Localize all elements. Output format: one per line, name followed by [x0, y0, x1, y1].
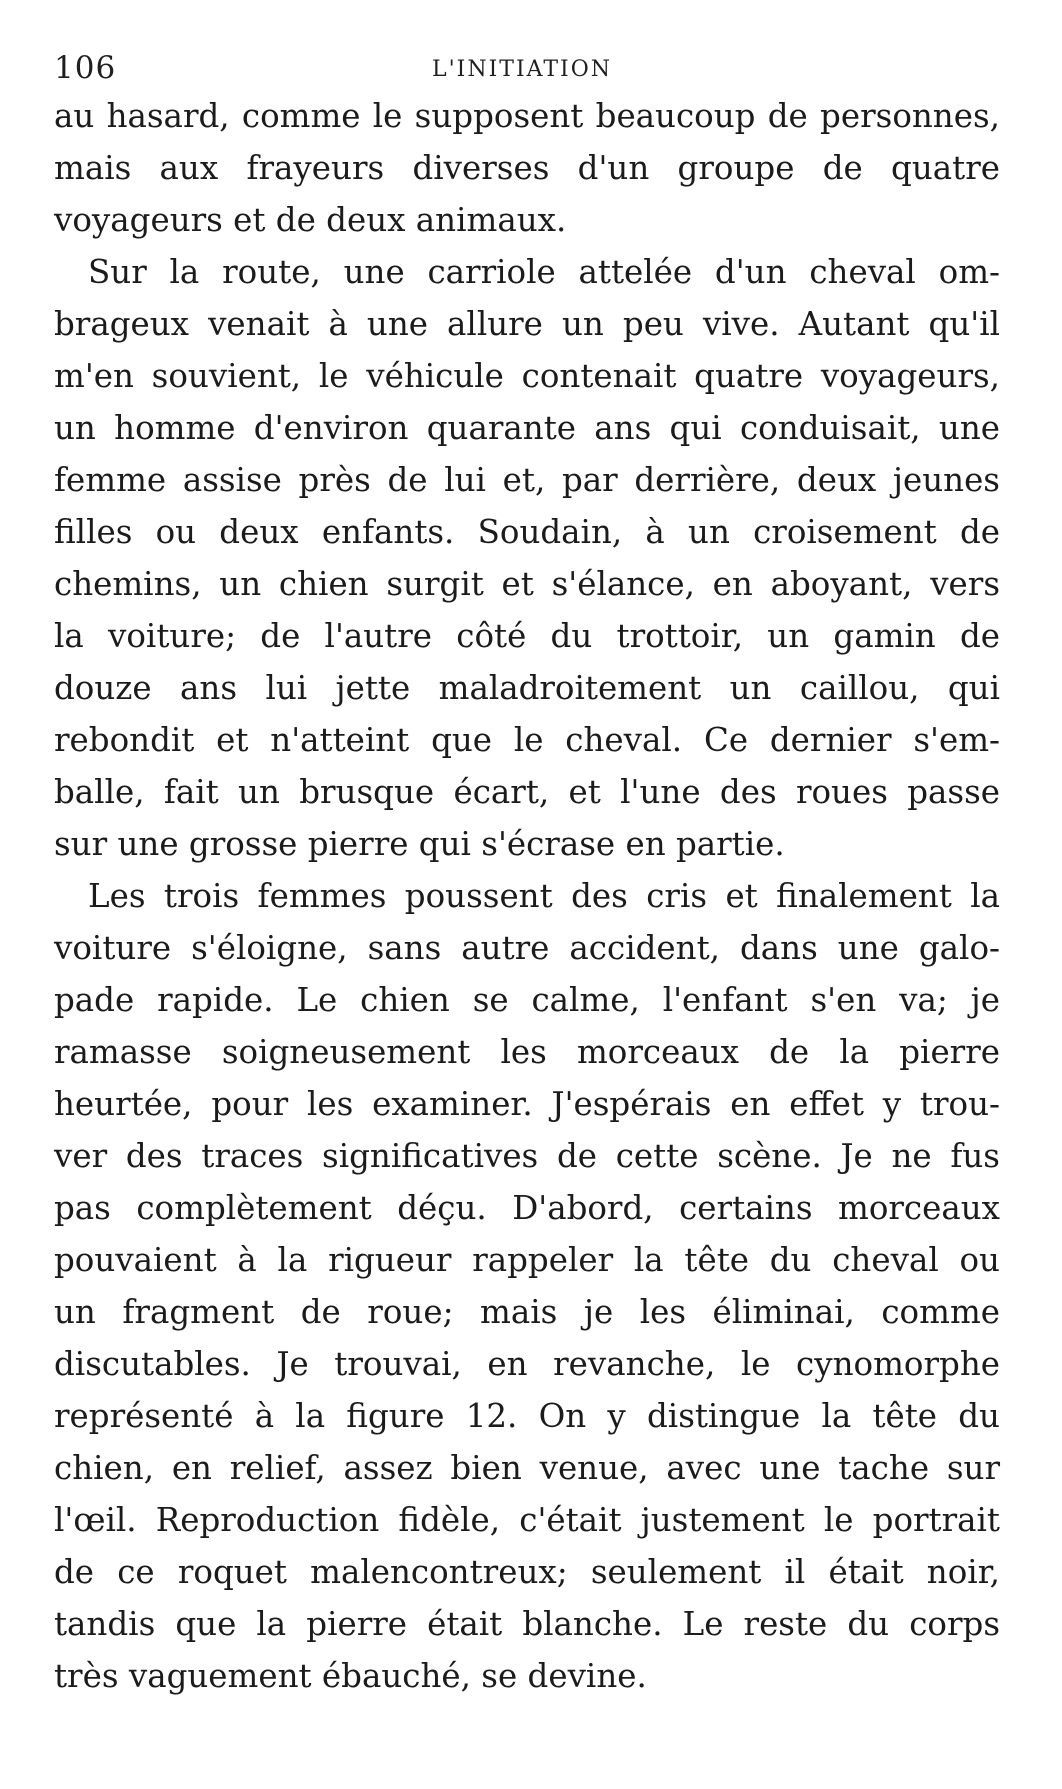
text-line: voyageurs et de deux animaux.: [54, 201, 567, 239]
text-line: un fragment de roue; mais je les éliminai, comme: [54, 1293, 1000, 1331]
text-line: représenté à la figure 12. On y distingue la tête du: [54, 1397, 1000, 1435]
text-line: pouvaient à la rigueur rappeler la tête du cheval ou: [54, 1241, 1000, 1279]
text-line: chien, en relief, assez bien venue, avec une tache sur: [54, 1449, 1000, 1487]
text-line: pade rapide. Le chien se calme, l'enfant s'en va; je: [54, 981, 1000, 1019]
text-line: rebondit et n'atteint que le cheval. Ce dernier s'em-: [54, 721, 1000, 759]
text-line: balle, fait un brusque écart, et l'une des roues passe: [54, 773, 1000, 811]
text-line: voiture s'éloigne, sans autre accident, dans une galo-: [54, 929, 1000, 967]
text-line: chemins, un chien surgit et s'élance, en aboyant, vers: [54, 565, 1000, 603]
text-line: tandis que la pierre était blanche. Le reste du corps: [54, 1605, 1000, 1643]
text-line: heurtée, pour les examiner. J'espérais en effet y trou-: [54, 1085, 1000, 1123]
text-line: au hasard, comme le supposent beaucoup de personnes,: [54, 97, 1000, 135]
text-line: l'œil. Reproduction fidèle, c'était justement le portrait: [54, 1501, 1000, 1539]
text-line: Sur la route, une carriole attelée d'un cheval om-: [88, 253, 1000, 291]
page-header: [54, 38, 1000, 90]
body-text: [54, 90, 1000, 1702]
text-line: filles ou deux enfants. Soudain, à un croisement de: [54, 513, 1000, 551]
text-line: très vaguement ébauché, se devine.: [54, 1657, 647, 1695]
text-line: un homme d'environ quarante ans qui conduisait, une: [54, 409, 1000, 447]
text-line: de ce roquet malencontreux; seulement il était noir,: [54, 1553, 1000, 1591]
page-number: 106: [54, 50, 117, 86]
text-line: femme assise près de lui et, par derrière, deux jeunes: [54, 461, 1000, 499]
text-line: sur une grosse pierre qui s'écrase en partie.: [54, 825, 785, 863]
running-title: L'INITIATION: [432, 57, 612, 82]
text-line: brageux venait à une allure un peu vive. Autant qu'il: [54, 305, 1000, 343]
text-line: la voiture; de l'autre côté du trottoir, un gamin de: [54, 617, 1000, 655]
book-page: [54, 38, 1000, 1702]
text-line: discutables. Je trouvai, en revanche, le cynomorphe: [54, 1345, 1000, 1383]
text-line: m'en souvient, le véhicule contenait quatre voyageurs,: [54, 357, 1000, 395]
text-line: pas complètement déçu. D'abord, certains morceaux: [54, 1189, 1000, 1227]
text-line: mais aux frayeurs diverses d'un groupe de quatre: [54, 149, 1000, 187]
text-line: ver des traces significatives de cette scène. Je ne fus: [54, 1137, 1000, 1175]
text-line: ramasse soigneusement les morceaux de la pierre: [54, 1033, 1000, 1071]
text-line: douze ans lui jette maladroitement un caillou, qui: [54, 669, 1000, 707]
text-line: Les trois femmes poussent des cris et finalement la: [88, 877, 1000, 915]
